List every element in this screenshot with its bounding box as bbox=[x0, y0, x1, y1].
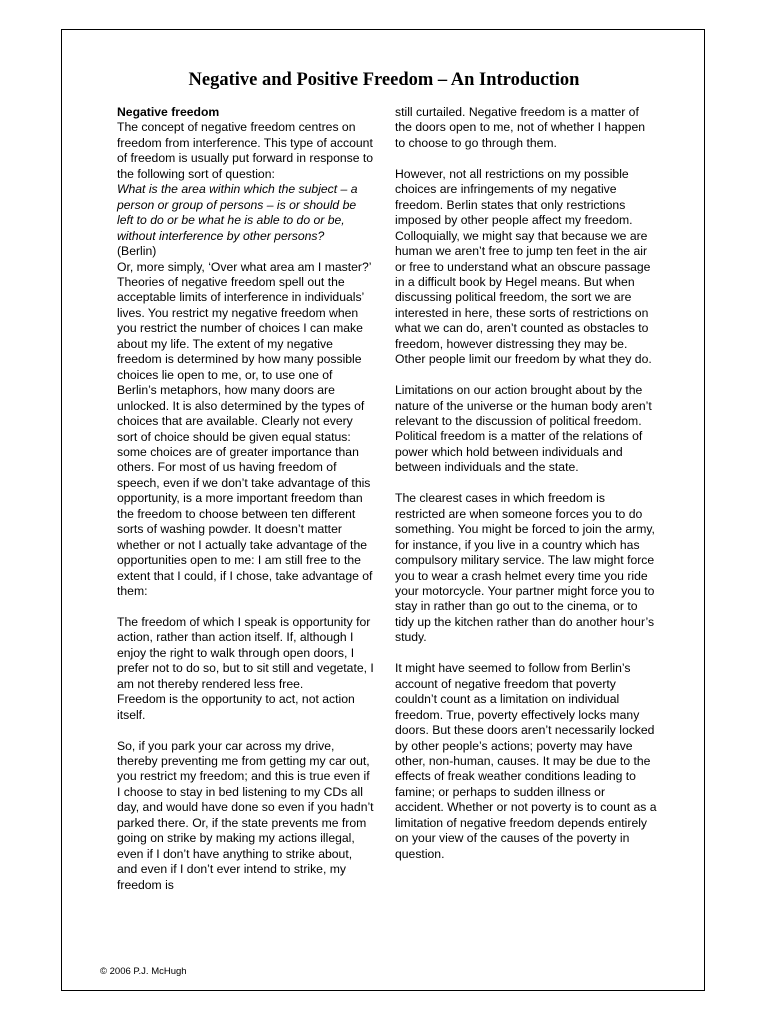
berlin-quote: What is the area within which the subject – a person or group of persons – is or should be left to do or be what he is able to do or be, without interference by other persons? bbox=[117, 182, 358, 243]
paragraph: Or, more simply, ‘Over what area am I master?’ Theories of negative freedom spell out the acceptable limits of interference in individuals’ lives. You restrict my negative freedom when you restrict the number of choices I can make about my life. The extent of my negative freedom is determined by how many possible choices lie open to me, or, to use one of Berlin’s metaphors, how many doors are unlocked. It is also determined by the types of choices that are available. Clearly not every sort of choice should be given equal status: some choices are of greater importance than others. For most of us having freedom of speech, even if we don’t take advantage of this opportunity, is a more important freedom than the freedom to choose between ten different sorts of washing powder. It doesn’t matter whether or not I actually take advantage of the opportunities open to me: I am still free to the extent that I could, if I chose, take advantage of them: bbox=[117, 259, 373, 599]
document-title: Negative and Positive Freedom – An Introduction bbox=[188, 70, 580, 90]
paragraph: However, not all restrictions on my possible choices are infringements of my negative freedom. Berlin states that only restrictions imposed by other people affect my freedom. Colloquially, we might say that because we are human we aren’t free to jump ten feet in the air or free to understand what an obscure passage in a difficult book by Hegel means. But when discussing political freedom, the sort we are interested in here, these sorts of restrictions on what we can do, aren’t counted as obstacles to freedom, however distressing they may be. Other people limit our freedom by what they do. bbox=[395, 166, 652, 367]
paragraph: It might have seemed to follow from Berlin’s account of negative freedom that poverty couldn’t count as a limitation on individual freedom. True, poverty effectively locks many doors. But these doors aren’t necessarily locked by other people’s actions; poverty may have other, non-human, causes. It may be due to the effects of freak weather conditions leading to famine; or perhaps to sudden illness or accident. Whether or not poverty is to count as a limitation of negative freedom depends entirely on your view of the causes of the poverty in question. bbox=[395, 661, 657, 861]
paragraph: Freedom is the opportunity to act, not action itself. bbox=[117, 692, 355, 722]
paragraph: The clearest cases in which freedom is restricted are when someone forces you to do something. You might be forced to join the army, for instance, if you live in a country which has compulsory military service. The law might force you to wear a crash helmet every time you ride your motorcycle. Your partner might force you to stay in rather than go out to the cinema, or to tidy up the kitchen rather than do another hour’s study. bbox=[395, 491, 655, 645]
paragraph: The freedom of which I speak is opportunity for action, rather than action itself. If, although I enjoy the right to walk through open doors, I prefer not to do so, but to sit still and vegetate, I am not thereby rendered less free. bbox=[117, 614, 374, 691]
right-column bbox=[395, 105, 657, 862]
paragraph: So, if you park your car across my drive, thereby preventing me from getting my car out, you restrict my freedom; and this is true even if I choose to stay in bed listening to my CDs all day, and would have done so even if you hadn’t parked there. Or, if the state prevents me from going on strike by making my actions illegal, even if I don’t have anything to strike about, and even if I don’t ever intend to strike, my freedom is bbox=[117, 738, 374, 892]
paragraph: The concept of negative freedom centres on freedom from interference. This type of account of freedom is usually put forward in response to the following sort of question: bbox=[117, 120, 374, 181]
paragraph: still curtailed. Negative freedom is a matter of the doors open to me, not of whether I happen to choose to go through them. bbox=[395, 105, 646, 150]
quote-source: (Berlin) bbox=[117, 244, 157, 259]
copyright-footer: © 2006 P.J. McHugh bbox=[100, 966, 187, 977]
section-heading: Negative freedom bbox=[117, 105, 220, 119]
left-column bbox=[117, 105, 375, 893]
paragraph: Limitations on our action brought about by the nature of the universe or the human body aren’t relevant to the discussion of political freedom. Political freedom is a matter of the relations of power which hold between individuals and between individuals and the state. bbox=[395, 383, 652, 475]
